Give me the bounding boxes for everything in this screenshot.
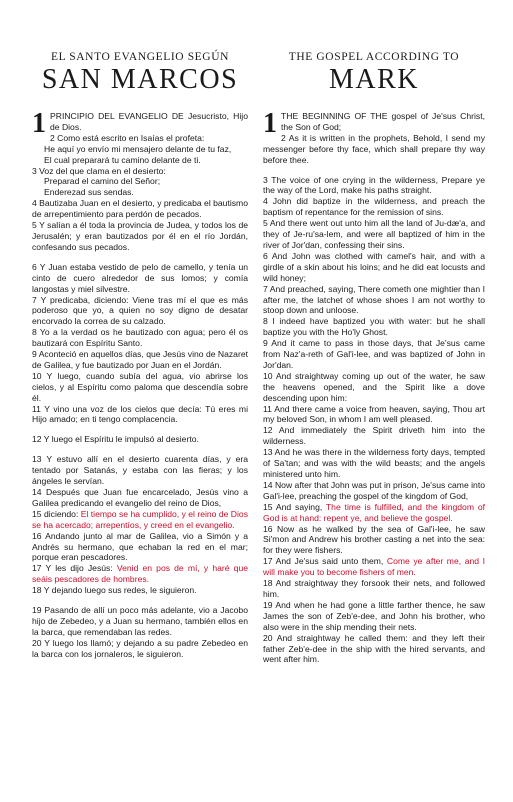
verse-text: 19 And when he had gone a little farther thence, he saw James the son of Zeb'e-dee, and John his brother, who also were in the ship mending their nets. [263, 599, 485, 632]
words-of-jesus: El tiempo se ha cumplido, y el reino de Dios se ha acercado; arrepentíos, y creed en el evangelio. [32, 508, 248, 530]
verse [263, 175, 485, 197]
verse-text: 11 And there came a voice from heaven, saying, Thou art my beloved Son, in whom I am well pleased. [263, 403, 485, 425]
verse [32, 605, 248, 638]
verse [32, 349, 248, 371]
verse [32, 155, 248, 166]
verse [32, 295, 248, 328]
verse-text: 6 And John was clothed with camel's hair, and with a girdle of a skin about his loins; and he did eat locusts and wild honey; [263, 250, 485, 283]
verse [263, 480, 485, 502]
verse [32, 176, 248, 187]
verse-text: 17 And Je'sus said unto them, [263, 556, 387, 567]
verse [32, 144, 248, 155]
verse-gap [263, 166, 485, 175]
verse [32, 262, 248, 295]
verse [32, 371, 248, 404]
verse [32, 220, 248, 253]
verse [263, 251, 485, 284]
verse-text: Preparad el camino del Señor; [44, 176, 161, 187]
verse-text: 20 And straightway he called them: and they left their father Zeb'e-dee in the ship with the hired servants, and went after him. [263, 632, 485, 665]
verse [32, 111, 248, 133]
verse [32, 166, 248, 177]
verse [32, 404, 248, 426]
verse [263, 447, 485, 480]
verse [263, 316, 485, 338]
verse [263, 111, 485, 133]
verse [263, 633, 485, 666]
verse-text: 11 Y vino una voz de los cielos que decía: Tú eres mi Hijo amado; en ti tengo complacencia. [32, 403, 248, 425]
verse [263, 578, 485, 600]
spanish-title: SAN MARCOS [41, 64, 239, 95]
verse-text: El cual preparará tu camino delante de ti. [44, 154, 201, 165]
verse-text: 4 John did baptize in the wilderness, and preach the baptism of repentance for the remission of sins. [263, 196, 485, 218]
verse-text: 7 Y predicaba, diciendo: Viene tras mí el que es más poderoso que yo, a quien no soy digno de desatar encorvado la correa de su calzado. [32, 294, 248, 327]
verse [263, 371, 485, 404]
verse-text: 8 I indeed have baptized you with water: but he shall baptize you with the Ho'ly Ghost. [263, 316, 485, 338]
verse [263, 338, 485, 371]
verse-text: 10 Y luego, cuando subía del agua, vio abrirse los cielos, y al Espíritu como paloma que descendía sobre él. [32, 370, 248, 403]
verse-text: 16 Now as he walked by the sea of Gal'i-lee, he saw Si'mon and Andrew his brother casting a net into the sea: for they were fishers. [263, 523, 485, 556]
verse-text: 19 Pasando de allí un poco más adelante, vio a Jacobo hijo de Zebedeo, y a Juan su hermano, también ellos en la barca, que remendaban las redes. [32, 605, 248, 637]
verse-text: 13 And he was there in the wilderness forty days, tempted of Sa'tan; and was with the wild beasts; and the angels ministered unto him. [263, 447, 485, 479]
verse [32, 454, 248, 487]
verse [263, 284, 485, 317]
verse [32, 187, 248, 198]
verse-text: 15 And saying, [263, 501, 326, 512]
verse [32, 434, 248, 445]
verse [32, 133, 248, 144]
verse-gap [32, 596, 248, 605]
english-subtitle: THE GOSPEL ACCORDING TO [288, 51, 460, 63]
verse [32, 531, 248, 564]
words-of-jesus: Come ye after me, and I will make you to become fishers of men. [263, 556, 485, 578]
verse [32, 509, 248, 531]
verse [32, 487, 248, 509]
verse-text: 8 Yo a la verdad os he bautizado con agua; pero él os bautizará con Espíritu Santo. [32, 327, 248, 349]
verse-text: 3 Voz del que clama en el desierto: [32, 165, 166, 176]
verse [263, 133, 485, 166]
verse [263, 404, 485, 426]
verse-text: 4 Bautizaba Juan en el desierto, y predicaba el bautismo de arrepentimiento para perdón de pecados. [32, 198, 248, 220]
verse-text: 5 And there went out unto him all the land of Ju-dæ'a, and they of Je-ru'sa-lem, and were all baptized of him in the river of Jor'dan, confessing their sins. [263, 218, 485, 250]
verse-text: 16 Andando junto al mar de Galilea, vio a Simón y a Andrés su hermano, que echaban la red en el mar; porque eran pescadores. [32, 530, 248, 563]
verse [32, 638, 248, 660]
verse-text: 3 The voice of one crying in the wilderness, Prepare ye the way of the Lord, make his paths straight. [263, 174, 485, 196]
verse-text: Enderezad sus sendas. [44, 187, 134, 198]
verse-text: 14 Después que Juan fue encarcelado, Jesús vino a Galilea predicando el evangelio del reino de Dios, [32, 487, 248, 508]
english-chapter-number: 1 [263, 108, 277, 139]
verse-text: He aquí yo envío mi mensajero delante de tu faz, [44, 143, 232, 154]
verse [32, 198, 248, 220]
verse-gap [32, 425, 248, 434]
verse-text: 6 Y Juan estaba vestido de pelo de camello, y tenía un cinto de cuero alrededor de sus lomos; y comía langostas y miel silvestre. [32, 261, 248, 294]
verse [263, 218, 485, 251]
verse-text: THE BEGINNING OF THE gospel of Je'sus Christ, the Son of God; [281, 111, 485, 132]
verse-text: 13 Y estuvo allí en el desierto cuarenta días, y era tentado por Satanás, y estaba con las fieras; y los ángeles le servían. [32, 454, 248, 487]
spanish-chapter-number: 1 [32, 108, 46, 139]
spanish-column [32, 50, 248, 660]
spanish-text [32, 108, 249, 660]
verse-text: 20 Y luego los llamó; y dejando a su padre Zebedeo en la barca con los jornaleros, le siguieron. [32, 637, 248, 659]
verse [263, 524, 485, 557]
verse-text: 10 And straightway coming up out of the water, he saw the heavens opened, and the Spirit like a dove descending upon him: [263, 370, 485, 403]
verse-text: 9 And it came to pass in those days, that Je'sus came from Naz'a-reth of Gal'i-lee, and was baptized of John in Jor'dan. [263, 338, 485, 370]
verse-text: 15 diciendo: [32, 508, 81, 519]
verse-text: 12 Y luego el Espíritu le impulsó al desierto. [32, 434, 199, 445]
verse [263, 556, 485, 578]
verse [263, 196, 485, 218]
verse-text: 9 Aconteció en aquellos días, que Jesús vino de Nazaret de Galilea, y fue bautizado por Juan en el Jordán. [32, 349, 248, 370]
verse [32, 327, 248, 349]
verse-text: 2 As it is written in the prophets, Behold, I send my messenger before thy face, which shall prepare thy way before thee. [263, 132, 485, 165]
verse [263, 425, 485, 447]
verse [263, 502, 485, 524]
verse-text: 18 And straightway they forsook their nets, and followed him. [263, 578, 485, 599]
verse-text: 2 Como está escrito en Isaías el profeta: [50, 132, 205, 143]
english-text [263, 108, 485, 665]
words-of-jesus: Venid en pos de mí, y haré que seáis pescadores de hombres. [32, 563, 249, 585]
verse-text: 17 Y les dijo Jesús: [32, 563, 117, 574]
verse-gap [32, 445, 248, 454]
verse-text: 12 And immediately the Spirit driveth him into the wilderness. [263, 425, 485, 447]
verse [263, 600, 485, 633]
english-title: MARK [328, 64, 419, 95]
spanish-subtitle: EL SANTO EVANGELIO SEGÚN [50, 51, 230, 63]
verse-gap [32, 253, 248, 262]
words-of-jesus: The time is fulfilled, and the kingdom of God is at hand: repent ye, and believe the gospel. [263, 501, 485, 523]
verse-text: 7 And preached, saying, There cometh one mightier than I after me, the latchet of whose shoes I am not worthy to stoop down and unloose. [263, 283, 485, 316]
verse [32, 563, 248, 585]
verse-text: 5 Y salían a él toda la provincia de Judea, y todos los de Jerusalén; y eran bautizados por él en el río Jordán, confesando sus pecados. [32, 220, 248, 252]
verse-text: PRINCIPIO DEL EVANGELIO DE Jesucristo, Hijo de Dios. [50, 111, 248, 132]
verse-text: 18 Y dejando luego sus redes, le siguieron. [32, 585, 197, 596]
verse-text: 14 Now after that John was put in prison, Je'sus came into Gal'i-lee, preaching the gospel of the kingdom of God, [263, 479, 485, 501]
verse [32, 585, 248, 596]
english-column [263, 50, 485, 665]
